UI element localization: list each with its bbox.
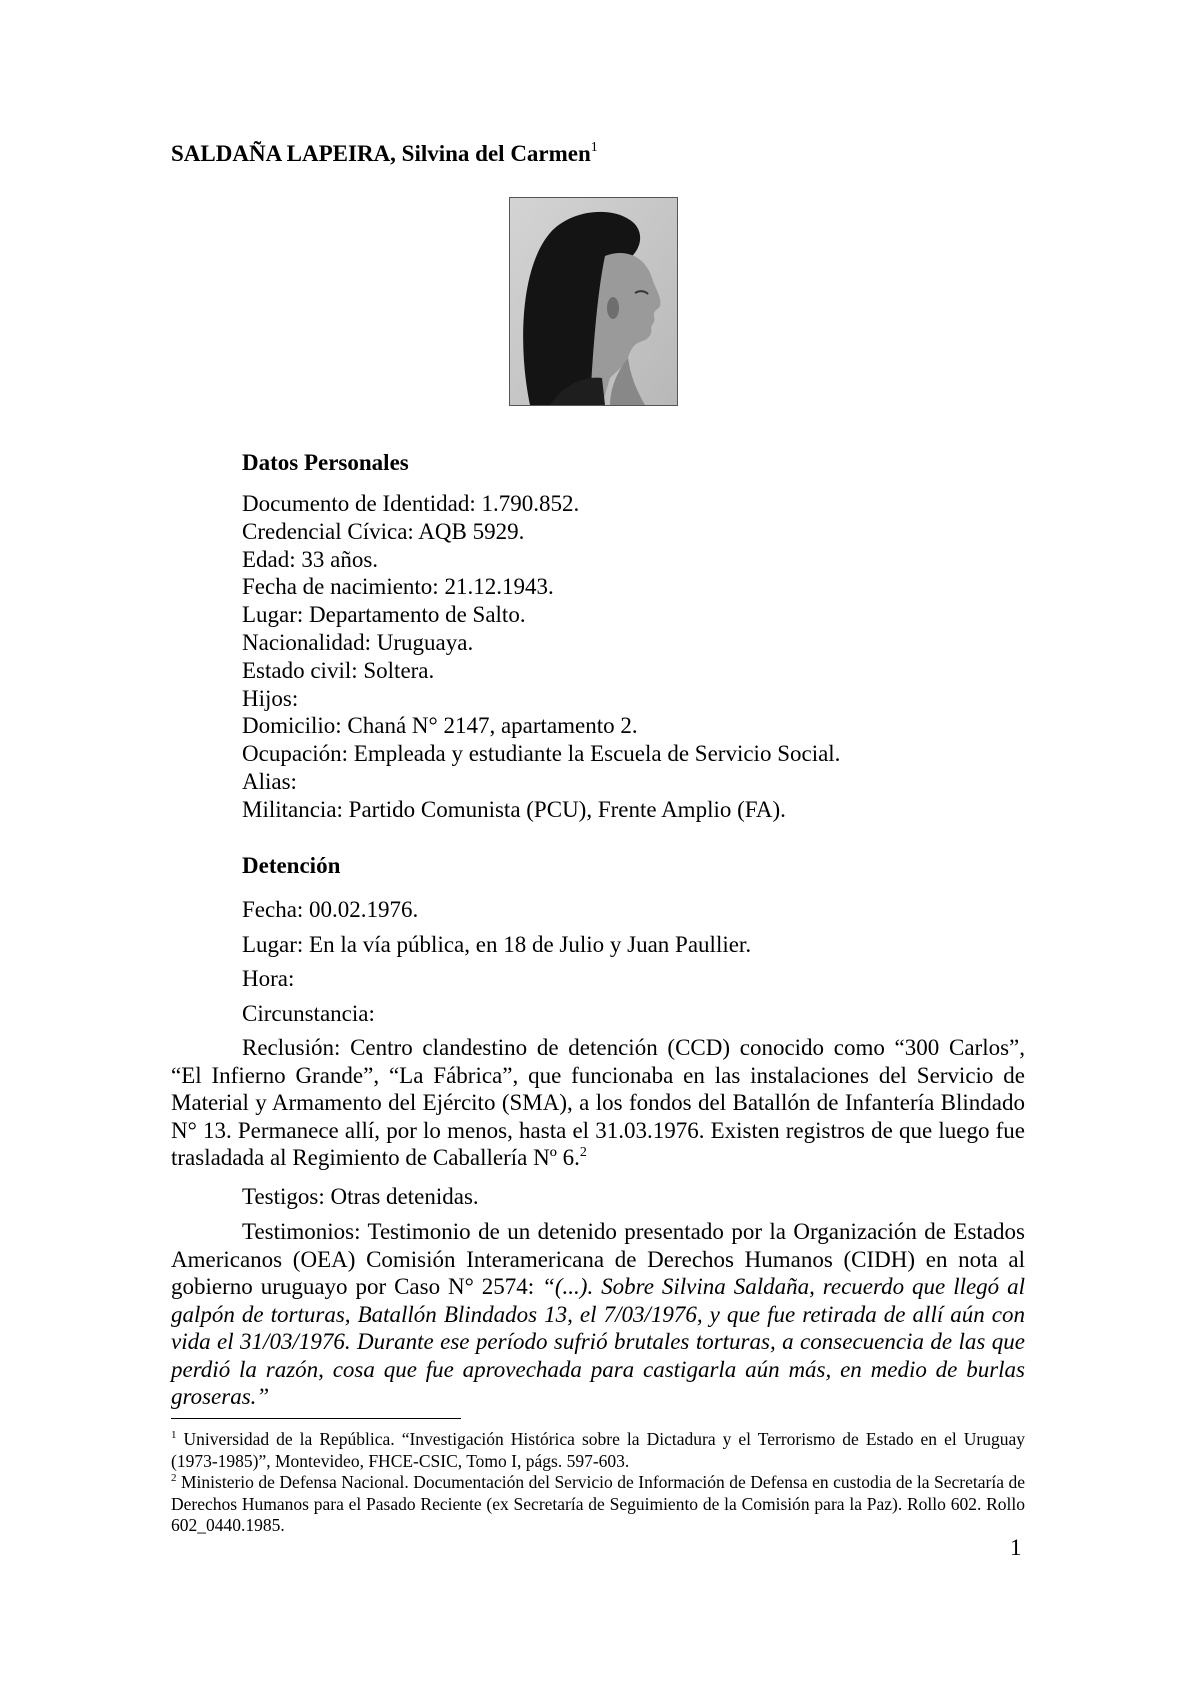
page-title	[171, 140, 598, 167]
field-birth-date: Fecha de nacimiento: 21.12.1943.	[242, 574, 554, 600]
detention-date: Fecha: 00.02.1976.	[242, 897, 419, 922]
footnote-2-marker: 2	[171, 1472, 177, 1484]
testimonies-intro: Testimonios: Testimonio de un detenido presentado por la Organización de Estados Americanos (OEA) Comisión Interamericana de Derechos Humanos (CIDH) en nota al gobierno uruguayo por Caso N° 2574:	[171, 1219, 1025, 1299]
field-civil-status: Estado civil: Soltera.	[242, 657, 435, 683]
footnote-ref-1: 1	[590, 140, 598, 155]
footnote-1	[171, 1429, 1025, 1472]
footnote-1-text: Universidad de la República. “Investigación Histórica sobre la Dictadura y el Terrorismo de Estado en el Uruguay (1973-1985)”, Montevideo, FHCE-CSIC, Tomo I, págs. 597-603.	[171, 1429, 1025, 1471]
testimonies-quote: “(...). Sobre Silvina Saldaña, recuerdo que llegó al galpón de torturas, Batallón Blindados 13, el 7/03/1976, y que fue retirada de allí aún con vida el 31/03/1976. Durante ese período sufrió brutales torturas, a consecuencia de las que perdió la razón, cosa que fue aprovechada para castigarla aún más, en medio de burlas groseras.”	[171, 1274, 1026, 1409]
field-document: Documento de Identidad: 1.790.852.	[242, 491, 580, 516]
field-occupation: Ocupación: Empleada y estudiante la Escuela de Servicio Social.	[242, 741, 841, 767]
footnote-2-text: Ministerio de Defensa Nacional. Documentación del Servicio de Información de Defensa en custodia de la Secretaría de Derechos Humanos para el Pasado Reciente (ex Secretaría de Seguimiento de la Comisión para la Paz). Rollo 602. Rollo 602_0440.1985.	[171, 1472, 1026, 1535]
footnote-2	[171, 1472, 1025, 1537]
detention-testimonies	[171, 1218, 1025, 1411]
page-number: 1	[1010, 1535, 1022, 1560]
title-text: SALDAÑA LAPEIRA, Silvina del Carmen	[171, 141, 591, 166]
field-nationality: Nacionalidad: Uruguaya.	[242, 629, 474, 655]
field-civic-credential: Credencial Cívica: AQB 5929.	[242, 518, 525, 544]
personal-data-list	[242, 490, 840, 824]
detention-time: Hora:	[242, 966, 295, 991]
footnote-separator	[171, 1418, 461, 1419]
field-birth-place: Lugar: Departamento de Salto.	[242, 602, 526, 628]
portrait-image	[510, 198, 677, 405]
detention-reclusion	[171, 1034, 1025, 1172]
field-militancy: Militancia: Partido Comunista (PCU), Frente Amplio (FA).	[242, 796, 786, 822]
detention-witnesses: Testigos: Otras detenidas.	[242, 1184, 479, 1209]
section-heading-personal: Datos Personales	[242, 450, 409, 475]
field-age: Edad: 33 años.	[242, 546, 379, 572]
section-heading-detention: Detención	[242, 853, 341, 878]
field-alias: Alias:	[242, 768, 297, 794]
reclusion-text: Reclusión: Centro clandestino de detención (CCD) conocido como “300 Carlos”, “El Infierno Grande”, “La Fábrica”, que funcionaba en las instalaciones del Servicio de Material y Armamento del Ejército (SMA), a los fondos del Batallón de Infantería Blindado N° 13. Permanece allí, por lo menos, hasta el 31.03.1976. Existen registros de que luego fue trasladada al Regimiento de Caballería Nº 6.	[171, 1035, 1025, 1170]
footnote-1-marker: 1	[171, 1429, 177, 1441]
detention-circumstance: Circunstancia:	[242, 1001, 375, 1026]
field-address: Domicilio: Chaná N° 2147, apartamento 2.	[242, 713, 638, 739]
portrait-photo	[509, 197, 678, 406]
footnote-ref-2: 2	[579, 1145, 587, 1160]
detention-place: Lugar: En la vía pública, en 18 de Julio y Juan Paullier.	[242, 932, 752, 957]
field-children: Hijos:	[242, 685, 299, 711]
